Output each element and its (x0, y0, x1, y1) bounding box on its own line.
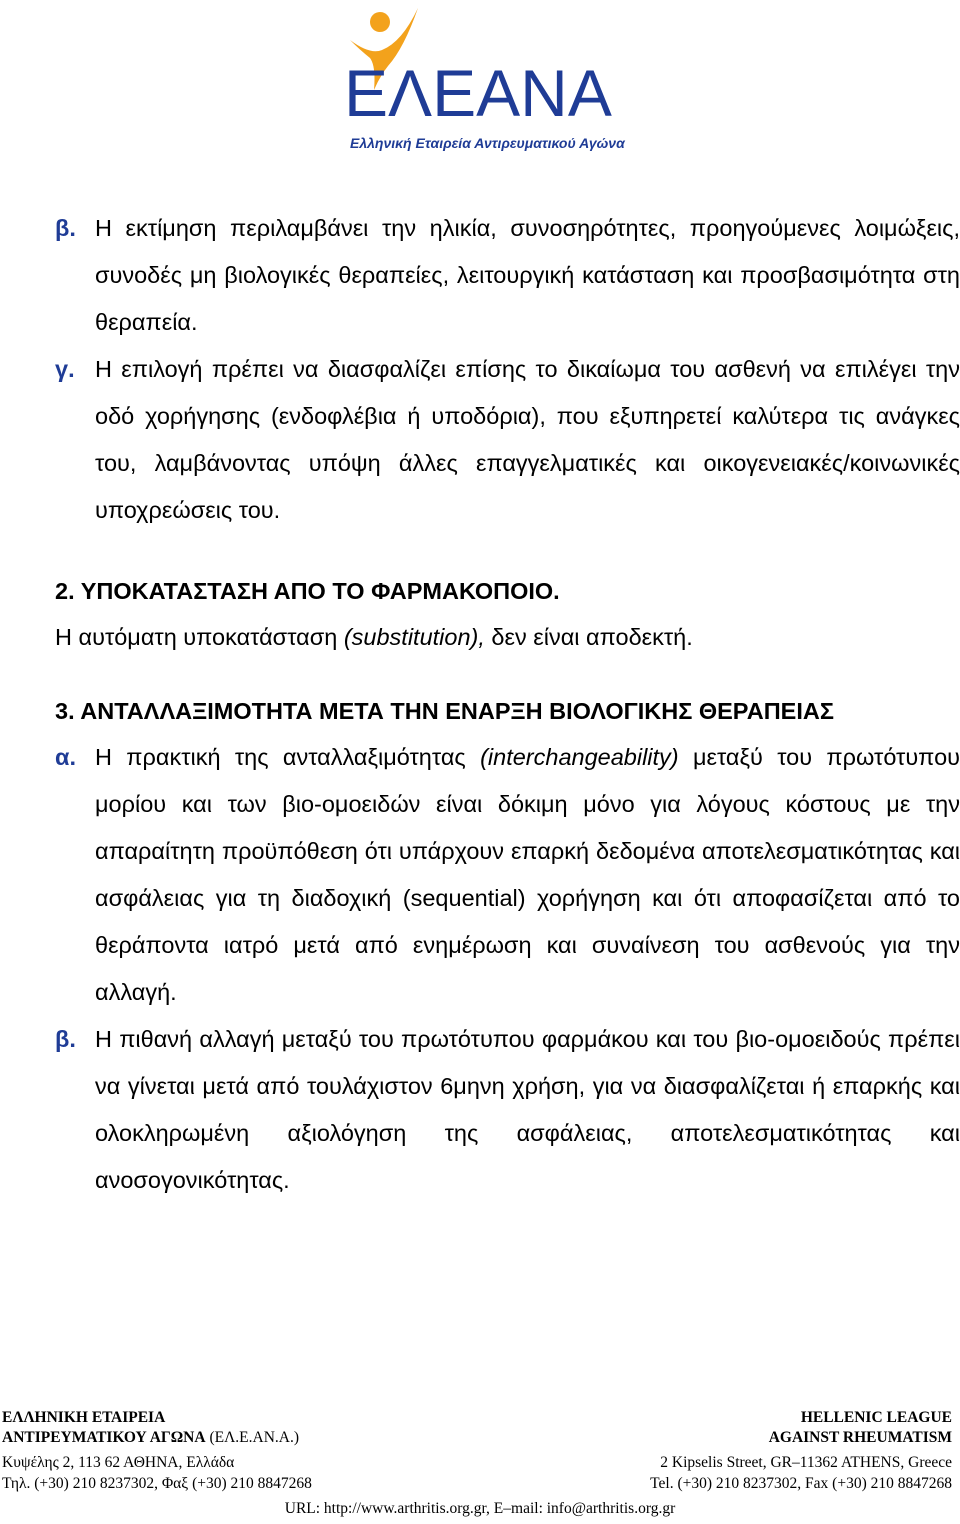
logo-figure-head (370, 12, 390, 32)
footer-en-name-1: HELLENIC LEAGUE (800, 1409, 952, 1426)
item-text: Η πιθανή αλλαγή μεταξύ του πρωτότυπου φαρμάκου και του βιο-ομοειδούς πρέπει να γίνεται μετά από τουλάχιστον 6μηνη χρήση, για να διασφαλίζεται ή επαρκής και ολοκληρωμένη αξιολόγηση της ασφάλειας, αποτελεσματικότητας και ανοσογονικότητας. (95, 1026, 960, 1193)
footer-en-address: 2 Kipselis Street, GR–11362 ATHENS, Greece (660, 1454, 952, 1471)
footer-en-name-2: AGAINST RHEUMATISM (768, 1429, 952, 1446)
footer-gr-address: Κυψέλης 2, 113 62 ΑΘΗΝΑ, Ελλάδα (2, 1454, 235, 1471)
item-b1 (55, 205, 960, 346)
item-marker: β. (55, 1026, 76, 1052)
footer-en-phone: Tel. (+30) 210 8237302, Fax (+30) 210 8847268 (650, 1475, 952, 1492)
item-marker: α. (55, 744, 76, 770)
footer-contact: URL: http://www.arthritis.org.gr, E–mail: info@arthritis.org.gr (284, 1500, 676, 1517)
section-2-heading: 2. ΥΠΟΚΑΤΑΣΤΑΣΗ ΑΠΟ ΤΟ ΦΑΡΜΑΚΟΠΟΙΟ. (55, 578, 560, 604)
logo-wordmark: ΕΛΕΑΝΑ (344, 56, 612, 130)
item-3a: α. Η πρακτική της ανταλλαξιμότητας (interchangeability) μεταξύ του πρωτότυπου μορίου και των βιο-ομοειδών είναι δόκιμη μόνο για λόγους κόστους με την απαραίτητη προϋπόθεση ότι υπάρχουν επαρκή δεδομένα αποτελεσματικότητας και ασφάλειας για τη διαδοχική (sequential) χορήγηση και ότι αποφασίζεται από το θεράποντα ιατρό μετά από ενημέρωση και συναίνεση του ασθενούς για την αλλαγή. (55, 734, 960, 1016)
eleana-logo-graphic (330, 0, 630, 158)
item-text: Η εκτίμηση περιλαμβάνει την ηλικία, συνοσηρότητες, προηγούμενες λοιμώξεις, συνοδές μη βιολογικές θεραπείες, λειτουργική κατάσταση και προσβασιμότητα στη θεραπεία. (95, 215, 960, 335)
item-text: Η επιλογή πρέπει να διασφαλίζει επίσης το δικαίωμα του ασθενή να επιλέγει την οδό χορήγησης (ενδοφλέβια ή υποδόρια), που εξυπηρετεί καλύτερα τις ανάγκες του, λαμβάνοντας υπόψη άλλες επαγγελματικές και οικογενειακές/κοινωνικές υποχρεώσεις του. (95, 356, 960, 523)
logo-subtitle: Ελληνική Εταιρεία Αντιρευματικού Αγώνα (350, 135, 625, 151)
letterhead-footer (0, 1405, 960, 1524)
item-3b (55, 1016, 960, 1204)
document-body (55, 205, 960, 1204)
section-2-text: Η αυτόματη υποκατάσταση (substitution), δεν είναι αποδεκτή. (55, 624, 693, 650)
footer-gr-phone: Τηλ. (+30) 210 8237302, Φαξ (+30) 210 8847268 (2, 1475, 312, 1492)
organization-logo (330, 0, 630, 158)
section-3-heading: 3. ΑΝΤΑΛΛΑΞΙΜΟΤΗΤΑ ΜΕΤΑ ΤΗΝ ΕΝΑΡΞΗ ΒΙΟΛΟΓΙΚΗΣ ΘΕΡΑΠΕΙΑΣ (55, 698, 834, 724)
item-marker: β. (55, 215, 76, 241)
footer-gr-name-2: ΑΝΤΙΡΕΥΜΑΤΙΚΟΥ ΑΓΩΝΑ (ΕΛ.Ε.ΑΝ.Α.) (2, 1429, 300, 1446)
footer-gr-name-1: ΕΛΛΗΝΙΚΗ ΕΤΑΙΡΕΙΑ (2, 1409, 166, 1426)
item-marker: γ. (55, 356, 75, 382)
item-g1 (55, 346, 960, 534)
